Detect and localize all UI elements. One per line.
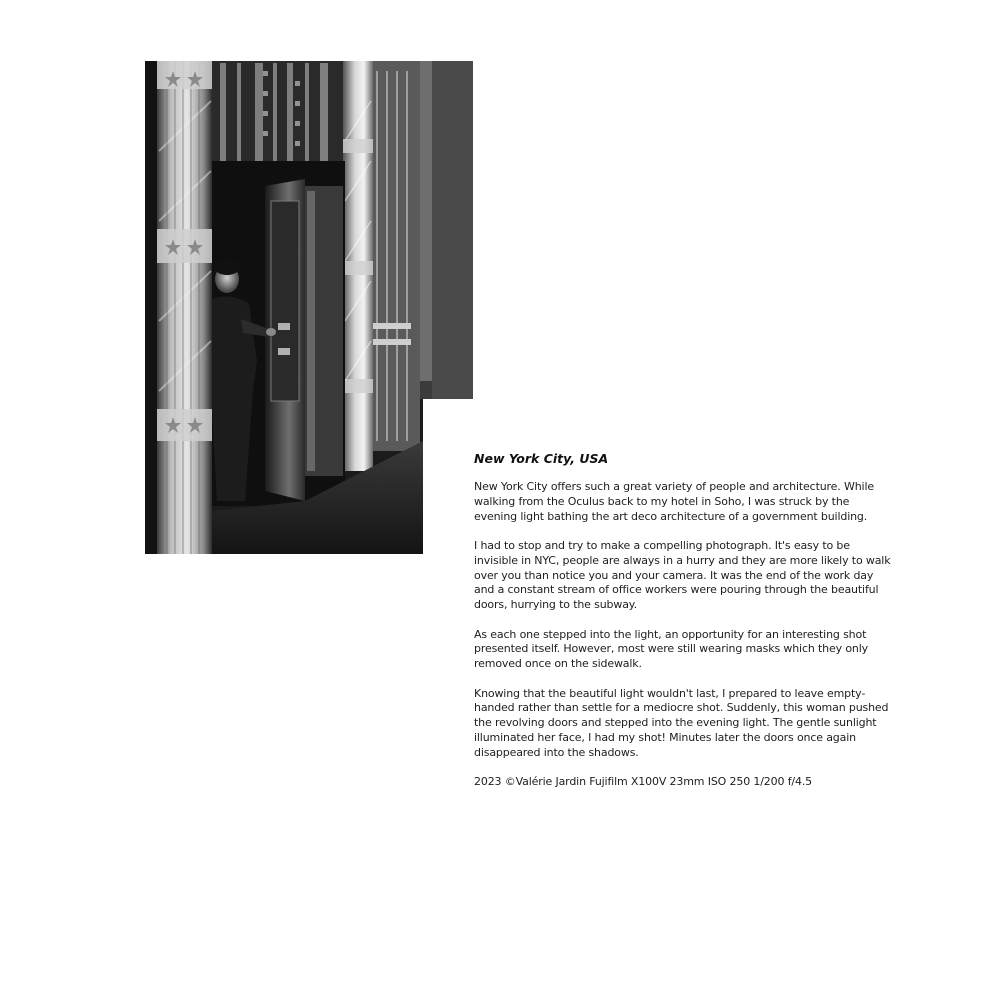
article-paragraph-2: I had to stop and try to make a compelling photograph. It's easy to be invisible in NYC, people are always in a hurry and they are more likely to walk over you than notice you and your camera. It was the end of the work day and a constant stream of office workers were pouring through the beautiful doors, hurrying to the subway. bbox=[474, 538, 891, 612]
article-title: New York City, USA bbox=[474, 451, 609, 466]
article-paragraph-1: New York City offers such a great variety of people and architecture. While walking from the Oculus back to my hotel in Soho, I was struck by the evening light bathing the art deco architecture of a government building. bbox=[474, 480, 874, 523]
photograph bbox=[145, 61, 473, 554]
article-paragraph-4: Knowing that the beautiful light wouldn't last, I prepared to leave empty-handed rather than settle for a mediocre shot. Suddenly, this woman pushed the revolving doors and stepped into the evening light. The gentle sunlight illuminated her face, I had my shot! Minutes later the doors once again disappeared into the shadows. bbox=[474, 686, 889, 759]
article bbox=[474, 450, 894, 790]
article-paragraph-3: As each one stepped into the light, an opportunity for an interesting shot presented itself. However, most were still wearing masks which they only removed once on the sidewalk. bbox=[474, 627, 868, 671]
photo-credit: 2023 ©Valérie Jardin Fujifilm X100V 23mm ISO 250 1/200 f/4.5 bbox=[474, 775, 813, 789]
photograph-art-deco-doorway bbox=[145, 61, 473, 554]
